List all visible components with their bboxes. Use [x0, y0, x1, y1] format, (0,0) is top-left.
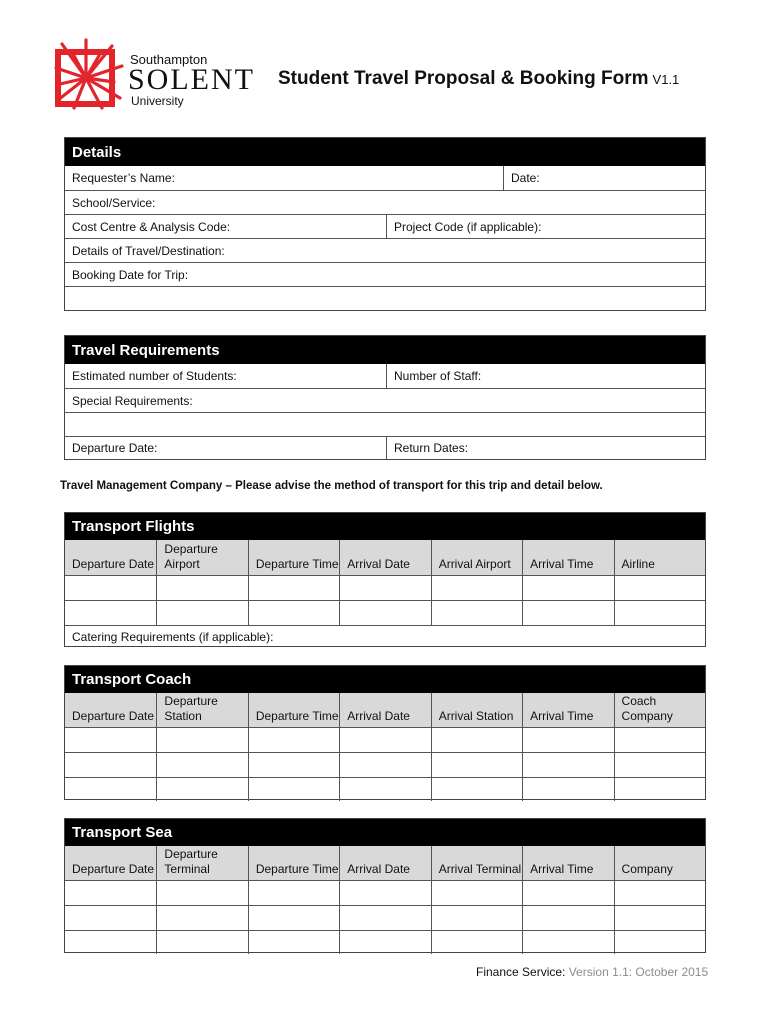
- flights-col-header: Arrival Date: [339, 540, 430, 575]
- details-row-travel: [65, 238, 705, 262]
- flights-header-row: [65, 540, 705, 575]
- sea-col-header: Company: [614, 846, 705, 880]
- coach-header-row: [65, 693, 705, 727]
- details-row-booking-date: [65, 262, 705, 286]
- project-code-label: Project Code (if applicable):: [394, 219, 542, 234]
- table-cell[interactable]: [339, 778, 430, 801]
- table-cell[interactable]: [614, 601, 705, 625]
- sea-col-header: Arrival Date: [339, 846, 430, 880]
- flights-entry-row: [65, 600, 705, 625]
- table-cell[interactable]: [65, 881, 156, 905]
- staff-count-field[interactable]: [386, 364, 705, 388]
- travel-requirements-heading: Travel Requirements: [65, 336, 705, 364]
- requirements-row-dates: [65, 436, 705, 459]
- coach-col-header: Arrival Station: [431, 693, 522, 727]
- flights-col-header: Departure Airport: [156, 540, 247, 575]
- departure-date-label: Departure Date:: [72, 441, 158, 455]
- details-blank-field[interactable]: [65, 287, 705, 310]
- coach-col-header: Departure Station: [156, 693, 247, 727]
- table-cell[interactable]: [65, 601, 156, 625]
- details-row-requester: [65, 166, 705, 190]
- transport-coach-section: [64, 665, 706, 800]
- flights-entry-row: [65, 575, 705, 600]
- catering-requirements-label: Catering Requirements (if applicable):: [72, 630, 274, 644]
- table-cell[interactable]: [431, 576, 522, 600]
- details-row-school: [65, 190, 705, 214]
- table-cell[interactable]: [156, 906, 247, 930]
- coach-entry-row: [65, 752, 705, 777]
- flights-col-header: Arrival Airport: [431, 540, 522, 575]
- flights-col-header: Arrival Time: [522, 540, 613, 575]
- cost-centre-field[interactable]: [65, 215, 386, 238]
- table-cell[interactable]: [614, 881, 705, 905]
- coach-entry-row: [65, 727, 705, 752]
- coach-col-header: Departure Date: [72, 709, 155, 723]
- table-cell[interactable]: [339, 931, 430, 954]
- coach-col-header: Departure Time: [248, 693, 339, 727]
- coach-col-header: Coach Company: [614, 693, 705, 727]
- transport-flights-heading: Transport Flights: [65, 513, 705, 540]
- table-cell[interactable]: [522, 753, 613, 777]
- table-cell[interactable]: [431, 601, 522, 625]
- sea-entry-row: [65, 905, 705, 930]
- table-cell[interactable]: [522, 906, 613, 930]
- sea-col-header: Departure Terminal: [156, 846, 247, 880]
- table-cell[interactable]: [65, 728, 156, 752]
- details-heading: Details: [65, 138, 705, 166]
- logo-line-solent: SOLENT: [128, 63, 255, 96]
- cost-centre-label: Cost Centre & Analysis Code:: [72, 219, 231, 234]
- table-cell[interactable]: [614, 906, 705, 930]
- table-cell[interactable]: [339, 576, 430, 600]
- date-field[interactable]: [503, 166, 705, 190]
- table-cell[interactable]: [65, 931, 156, 954]
- table-cell[interactable]: [248, 931, 339, 954]
- footer-version: Version 1.1: October 2015: [568, 965, 709, 979]
- table-cell[interactable]: [614, 753, 705, 777]
- school-service-label: School/Service:: [72, 195, 156, 210]
- special-requirements-label: Special Requirements:: [72, 393, 193, 408]
- travel-destination-field[interactable]: [65, 239, 705, 262]
- table-cell[interactable]: [156, 728, 247, 752]
- table-cell[interactable]: [65, 906, 156, 930]
- table-cell[interactable]: [65, 778, 156, 801]
- logo-line-university: University: [131, 94, 184, 108]
- table-cell[interactable]: [156, 931, 247, 954]
- requirements-row-special: [65, 388, 705, 412]
- university-logo: [54, 38, 254, 110]
- students-count-label: Estimated number of Students:: [72, 369, 237, 383]
- transport-notice: Travel Management Company – Please advise the method of transport for this trip and detail below.: [60, 480, 603, 492]
- catering-requirements-field[interactable]: [65, 626, 705, 648]
- special-requirements-blank[interactable]: [65, 413, 705, 436]
- date-label: Date:: [511, 171, 540, 185]
- table-cell[interactable]: [156, 881, 247, 905]
- table-cell[interactable]: [614, 931, 705, 954]
- table-cell[interactable]: [248, 728, 339, 752]
- table-cell[interactable]: [339, 881, 430, 905]
- requirements-row-numbers: [65, 364, 705, 388]
- sea-col-header: Departure Date: [72, 862, 155, 876]
- catering-row: [65, 625, 705, 648]
- booking-date-field[interactable]: [65, 263, 705, 286]
- table-cell[interactable]: [156, 778, 247, 801]
- flights-col-header: Departure Date: [72, 557, 155, 571]
- sea-header-row: [65, 846, 705, 880]
- table-cell[interactable]: [248, 778, 339, 801]
- school-service-field[interactable]: [65, 191, 705, 214]
- booking-date-label: Booking Date for Trip:: [72, 267, 189, 282]
- sea-entry-row: [65, 930, 705, 954]
- details-row-cost-centre: [65, 214, 705, 238]
- table-cell[interactable]: [156, 576, 247, 600]
- footer-label: Finance Service:: [476, 965, 566, 979]
- table-cell[interactable]: [522, 778, 613, 801]
- coach-col-header: Arrival Time: [522, 693, 613, 727]
- return-dates-label: Return Dates:: [394, 441, 469, 455]
- table-cell[interactable]: [431, 753, 522, 777]
- table-cell[interactable]: [431, 728, 522, 752]
- table-cell[interactable]: [431, 881, 522, 905]
- requester-name-label: Requester’s Name:: [72, 171, 175, 185]
- sea-col-header: Arrival Time: [522, 846, 613, 880]
- table-cell[interactable]: [522, 576, 613, 600]
- table-cell[interactable]: [65, 576, 156, 600]
- requester-name-field[interactable]: [65, 166, 503, 190]
- travel-requirements-section: [64, 335, 706, 460]
- table-cell[interactable]: [339, 601, 430, 625]
- table-cell[interactable]: [156, 753, 247, 777]
- flights-col-header: Departure Time: [248, 540, 339, 575]
- table-cell[interactable]: [522, 728, 613, 752]
- flights-col-header: Airline: [614, 540, 705, 575]
- table-cell[interactable]: [522, 931, 613, 954]
- sea-col-header: Arrival Terminal: [431, 846, 522, 880]
- transport-coach-heading: Transport Coach: [65, 666, 705, 693]
- table-cell[interactable]: [248, 906, 339, 930]
- table-cell[interactable]: [431, 931, 522, 954]
- students-count-field[interactable]: [65, 364, 386, 388]
- return-dates-field[interactable]: [386, 437, 705, 459]
- table-cell[interactable]: [339, 753, 430, 777]
- table-cell[interactable]: [156, 601, 247, 625]
- table-cell[interactable]: [614, 728, 705, 752]
- starburst-logo-icon: [54, 38, 126, 110]
- logo-line-southampton: Southampton: [130, 52, 208, 67]
- page-footer: [476, 965, 708, 979]
- details-row-blank: [65, 286, 705, 310]
- table-cell[interactable]: [431, 778, 522, 801]
- travel-destination-label: Details of Travel/Destination:: [72, 243, 225, 258]
- table-cell[interactable]: [522, 881, 613, 905]
- departure-date-field[interactable]: [65, 437, 386, 459]
- table-cell[interactable]: [339, 906, 430, 930]
- project-code-field[interactable]: [386, 215, 705, 238]
- sea-entry-row: [65, 880, 705, 905]
- special-requirements-field[interactable]: [65, 389, 705, 412]
- form-version: V1.1: [652, 72, 680, 87]
- table-cell[interactable]: [614, 778, 705, 801]
- table-cell[interactable]: [339, 728, 430, 752]
- staff-count-label: Number of Staff:: [394, 369, 482, 383]
- transport-flights-section: [64, 512, 706, 647]
- table-cell[interactable]: [248, 881, 339, 905]
- form-title: [278, 68, 679, 90]
- table-cell[interactable]: [614, 576, 705, 600]
- transport-sea-heading: Transport Sea: [65, 819, 705, 846]
- table-cell[interactable]: [431, 906, 522, 930]
- coach-col-header: Arrival Date: [339, 693, 430, 727]
- sea-col-header: Departure Time: [248, 846, 339, 880]
- table-cell[interactable]: [522, 601, 613, 625]
- details-section: [64, 137, 706, 311]
- requirements-row-blank: [65, 412, 705, 436]
- table-cell[interactable]: [65, 753, 156, 777]
- table-cell[interactable]: [248, 576, 339, 600]
- form-title-text: Student Travel Proposal & Booking Form: [278, 68, 649, 89]
- transport-sea-section: [64, 818, 706, 953]
- coach-entry-row: [65, 777, 705, 801]
- table-cell[interactable]: [248, 753, 339, 777]
- table-cell[interactable]: [248, 601, 339, 625]
